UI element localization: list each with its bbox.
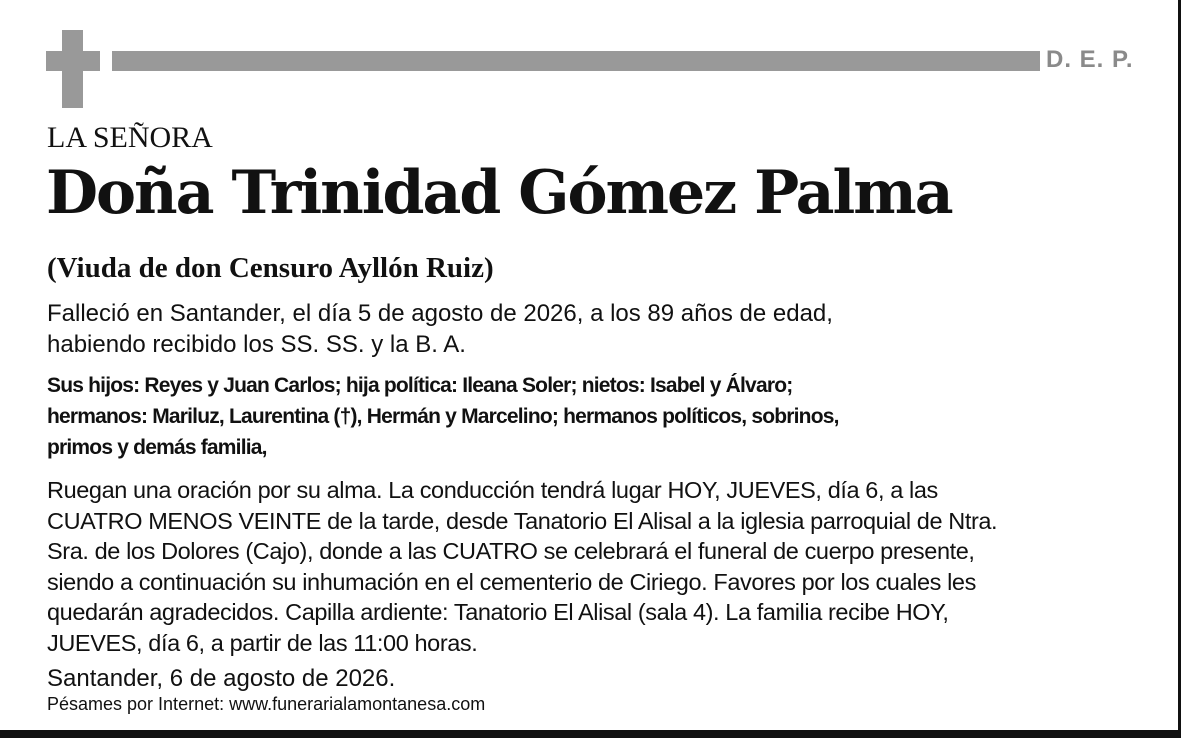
- death-paragraph: [47, 298, 833, 360]
- prayer-line: siendo a continuación su inhumación en el cementerio de Ciriego. Favores por los cuales les: [47, 568, 976, 595]
- family-line: Sus hijos: Reyes y Juan Carlos; hija política: Ileana Soler; nietos: Isabel y Álvaro;: [47, 374, 793, 397]
- family-line: primos y demás familia,: [47, 436, 267, 459]
- prayer-line: Sra. de los Dolores (Cajo), donde a las CUATRO se celebrará el funeral de cuerpo presente,: [47, 538, 975, 564]
- header-rule: [112, 51, 1040, 71]
- cross-icon: [46, 30, 100, 108]
- death-line: Falleció en Santander, el día 5 de agosto de 2026, a los 89 años de edad,: [47, 300, 833, 327]
- prayer-line: quedarán agradecidos. Capilla ardiente: Tanatorio El Alisal (sala 4). La familia recibe HOY,: [47, 599, 949, 625]
- family-paragraph: [47, 370, 839, 463]
- family-line: hermanos: Mariluz, Laurentina (†), Hermán y Marcelino; hermanos políticos, sobrinos,: [47, 405, 839, 428]
- prayer-line: CUATRO MENOS VEINTE de la tarde, desde Tanatorio El Alisal a la iglesia parroquial de Ntra.: [47, 507, 998, 534]
- widow-of-line: (Viuda de don Censuro Ayllón Ruiz): [47, 252, 494, 284]
- prayer-line: Ruegan una oración por su alma. La conducción tendrá lugar HOY, JUEVES, día 6, a las: [47, 477, 938, 503]
- prayer-line: JUEVES, día 6, a partir de las 11:00 horas.: [47, 629, 478, 656]
- death-line: habiendo recibido los SS. SS. y la B. A.: [47, 331, 466, 358]
- condolences-line: Pésames por Internet: www.funerarialamontanesa.com: [47, 694, 486, 714]
- honorific-lead: LA SEÑORA: [47, 121, 213, 154]
- deceased-name: Doña Trinidad Gómez Palma: [46, 158, 952, 228]
- prayer-paragraph: [47, 475, 997, 658]
- rip-label: D. E. P.: [1046, 46, 1134, 73]
- place-date: Santander, 6 de agosto de 2026.: [47, 665, 396, 692]
